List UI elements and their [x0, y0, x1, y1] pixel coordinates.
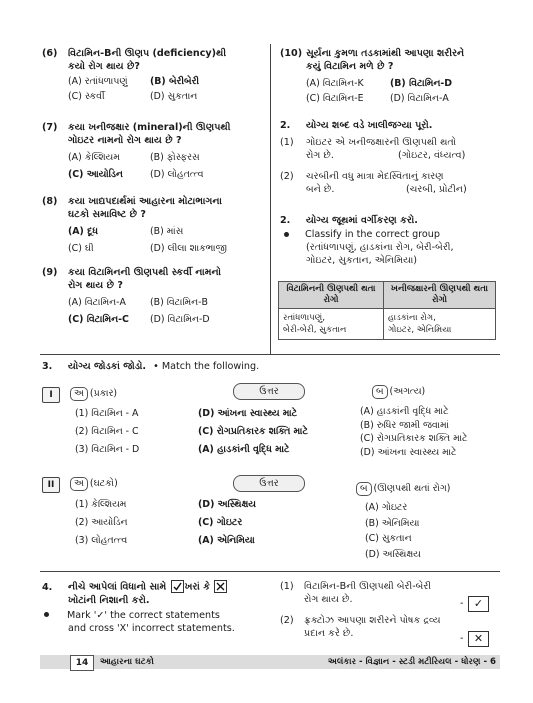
classification-table	[278, 281, 496, 340]
set1-column-a-header: અ (પ્રકાર)	[70, 387, 117, 401]
set2-column-b: (A) ગોઇટર (B) એનિમિયા (C) સુકતાન (D) અસ્થિક્ષય	[365, 502, 421, 560]
answer-tick-box: ✓	[468, 596, 489, 612]
bullet-icon	[44, 612, 49, 617]
answer-label: ઉત્તર	[233, 383, 305, 400]
dash: -	[460, 633, 464, 644]
answer-cross-box: ✕	[468, 631, 489, 647]
bullet-icon	[284, 232, 289, 237]
true-false-instructions: 4. નીચે આપેલાં વિધાનો સામે ખરાં કે ખોટાંની નિશાની કરો. Mark '✓' the correct statements and cross 'X' incorrect statements.	[42, 581, 235, 634]
set2-column-b-header: બ (ઊણપથી થતાં રોગ)	[356, 482, 450, 496]
set1-answers: (D) આંખના સ્વાસ્થ્ય માટે (C) રોગપ્રતિકારક શક્તિ માટે (A) હાડકાંની વૃદ્ધિ માટે	[198, 408, 308, 455]
checkbox-cross-icon	[214, 580, 227, 593]
table-header: ખનીજક્ષારની ઊણપથી થતા રોગો	[383, 282, 495, 309]
match-heading: 3. યોગ્ય જોડકાં જોડો. • Match the following.	[42, 361, 260, 372]
table-header: વિટામિનની ઊણપથી થતા રોગો	[279, 282, 384, 309]
table-row: રતાંધળાપણું, બેરી-બેરી, સુકતાન હાડકાંના રોગ, ગોઇટર, એનિમિયા	[279, 309, 496, 340]
question-6: (6) વિટામિન-Bની ઊણપ (deficiency)થી કયો રોગ થાય છે? (A) રતાંધળાપણું (B) બેરીબેરી (C) સ્કર્વી (D) સુકતાન	[42, 48, 227, 102]
checkbox-tick-icon	[171, 580, 184, 593]
set1-column-b: (A) હાડકાંની વૃદ્ધિ માટે (B) રુધિર જામી જવામાં (C) રોગપ્રતિકારક શક્તિ માટે (D) આંખના સ્વાસ્થ્ય માટે	[360, 406, 468, 458]
set1-column-b-header: બ (અગત્ય)	[372, 385, 425, 399]
classify-section: 2. યોગ્ય જૂથમાં વર્ગીકરણ કરો. Classify in the correct group (રતાંધળાપણું, હાડકાંના રોગ, બેરી-બેરી, ગોઇટર, સુકતાન, એનિમિયા)	[280, 215, 454, 266]
question-8: (8) કયા ખાદ્યપદાર્થમાં આહારના મોટાભાગના ઘટકો સમાવિષ્ટ છે ? (A) દૂધ (B) માંસ (C) ઘી (D) લીલા શાકભાજી	[42, 196, 227, 254]
chapter-title: આહારના ઘટકો	[100, 657, 154, 667]
fill-in-blanks: 2. યોગ્ય શબ્દ વડે ખાલીજગ્યા પૂરો. (1) ગોઇટર એ ખનીજક્ષારની ઊણપથી થતો રોગ છે. (ગોઇટર, વંધ્યત્વ) (2) ચરબીની વધુ માત્રા મેદસ્વિતાનું કારણ બને છે. (ચરબી, પ્રોટીન)	[280, 120, 467, 195]
dash: -	[460, 598, 464, 609]
question-10: (10) સૂર્યના કુમળા તડકામાંથી આપણા શરીરને કયું વિટામિન મળે છે ? (A) વિટામિન-K (B) વિટામિન-D (C) વિટામિન-E (D) વિટામિન-A	[280, 48, 465, 104]
set2-column-a-header: અ (ઘટકો)	[70, 477, 118, 491]
true-false-statements: (1) વિટામિન-Bની ઊણપથી બેરી-બેરી રોગ થાય છે. (2) ફ્રક્ટોઝ આપણા શરીરને પોષક દ્રવ્ય પ્રદાન કરે છે.	[280, 581, 441, 639]
column-divider	[270, 44, 271, 354]
series-title: અલંકાર - વિજ્ઞાન - સ્ટડી મટીરિયલ - ધોરણ - 6	[327, 657, 496, 667]
set1-column-a: (1) વિટામિન - A (2) વિટામિન - C (3) વિટામિન - D	[75, 408, 140, 455]
page-number: 14	[70, 655, 94, 671]
question-7: (7) કયા ખનીજક્ષાર (mineral)ની ઊણપથી ગોઇટર નામનો રોગ થાય છે ? (A) કેલ્શિયમ (B) ફોસ્ફરસ (C) આયોડિન (D) લોહતત્ત્વ	[42, 122, 231, 180]
answer-label: ઉત્તર	[233, 475, 305, 492]
roman-numeral-1: I	[42, 387, 60, 403]
section-divider	[40, 354, 500, 355]
roman-numeral-2: II	[42, 477, 60, 493]
question-9: (9) કયા વિટામિનની ઊણપથી સ્કર્વી નામનો રોગ થાય છે ? (A) વિટામિન-A (B) વિટામિન-B (C) વિટામિન-C (D) વિટામિન-D	[42, 267, 222, 325]
section-divider-bottom	[40, 571, 500, 572]
set2-answers: (D) અસ્થિક્ષય (C) ગોઇટર (A) એનિમિયા	[198, 499, 256, 546]
set2-column-a: (1) કેલ્શિયમ (2) આયોડિન (3) લોહતત્ત્વ	[75, 499, 128, 546]
